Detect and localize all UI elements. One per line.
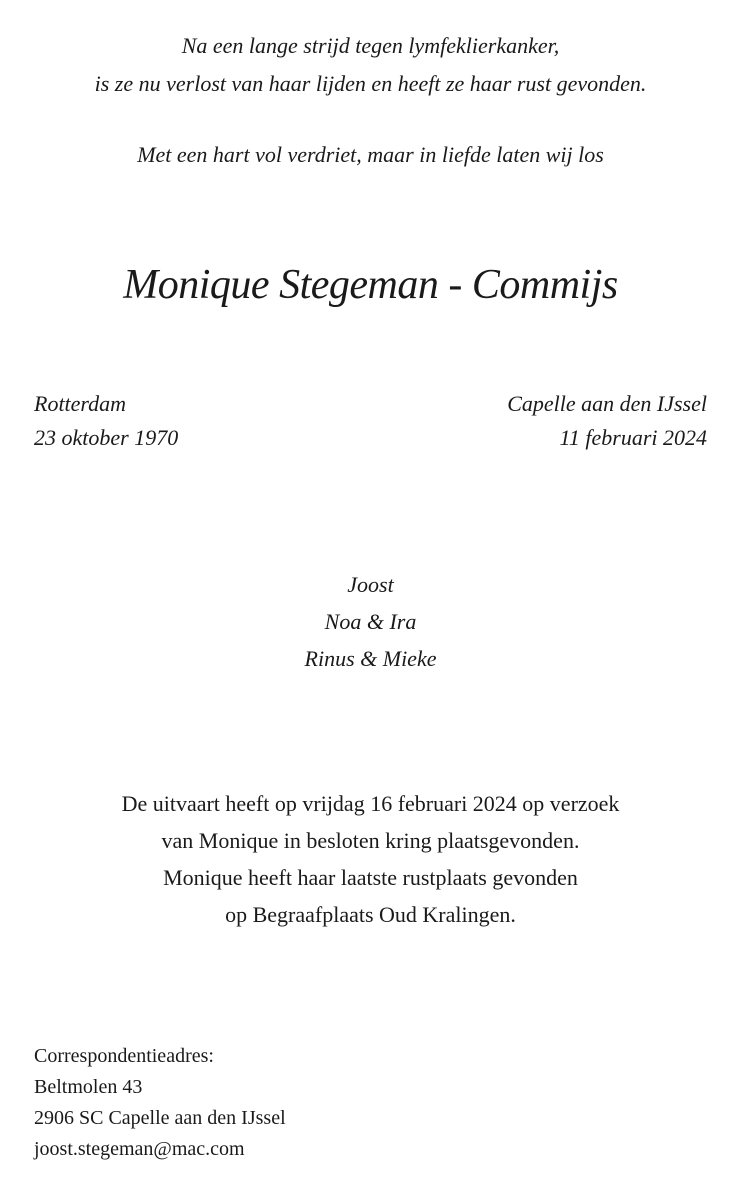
- funeral-line-4: op Begraafplaats Oud Kralingen.: [225, 902, 516, 927]
- family-member: Noa & Ira: [324, 609, 417, 634]
- deceased-name: Monique Stegeman - Commijs: [123, 262, 618, 308]
- funeral-line-1: De uitvaart heeft op vrijdag 16 februari 2024 op verzoek: [121, 791, 620, 816]
- correspondence-heading: Correspondentieadres:: [34, 1045, 214, 1067]
- birth-date: 23 oktober 1970: [34, 425, 179, 450]
- funeral-line-3: Monique heeft haar laatste rustplaats gevonden: [163, 865, 578, 890]
- death-date: 11 februari 2024: [559, 425, 707, 450]
- death-place: Capelle aan den IJssel: [507, 391, 707, 416]
- family-member: Joost: [347, 572, 394, 597]
- correspondence-street: Beltmolen 43: [34, 1076, 143, 1098]
- intro-line-2: is ze nu verlost van haar lijden en heeft ze haar rust gevonden.: [94, 71, 647, 96]
- intro-line-1: Na een lange strijd tegen lymfeklierkanker,: [181, 33, 560, 58]
- intro-line-3: Met een hart vol verdriet, maar in liefde laten wij los: [137, 142, 604, 167]
- family-member: Rinus & Mieke: [304, 646, 437, 671]
- funeral-line-2: van Monique in besloten kring plaatsgevonden.: [161, 828, 580, 853]
- correspondence-city: 2906 SC Capelle aan den IJssel: [34, 1107, 286, 1129]
- birth-place: Rotterdam: [34, 391, 127, 416]
- correspondence-email: joost.stegeman@mac.com: [34, 1138, 245, 1160]
